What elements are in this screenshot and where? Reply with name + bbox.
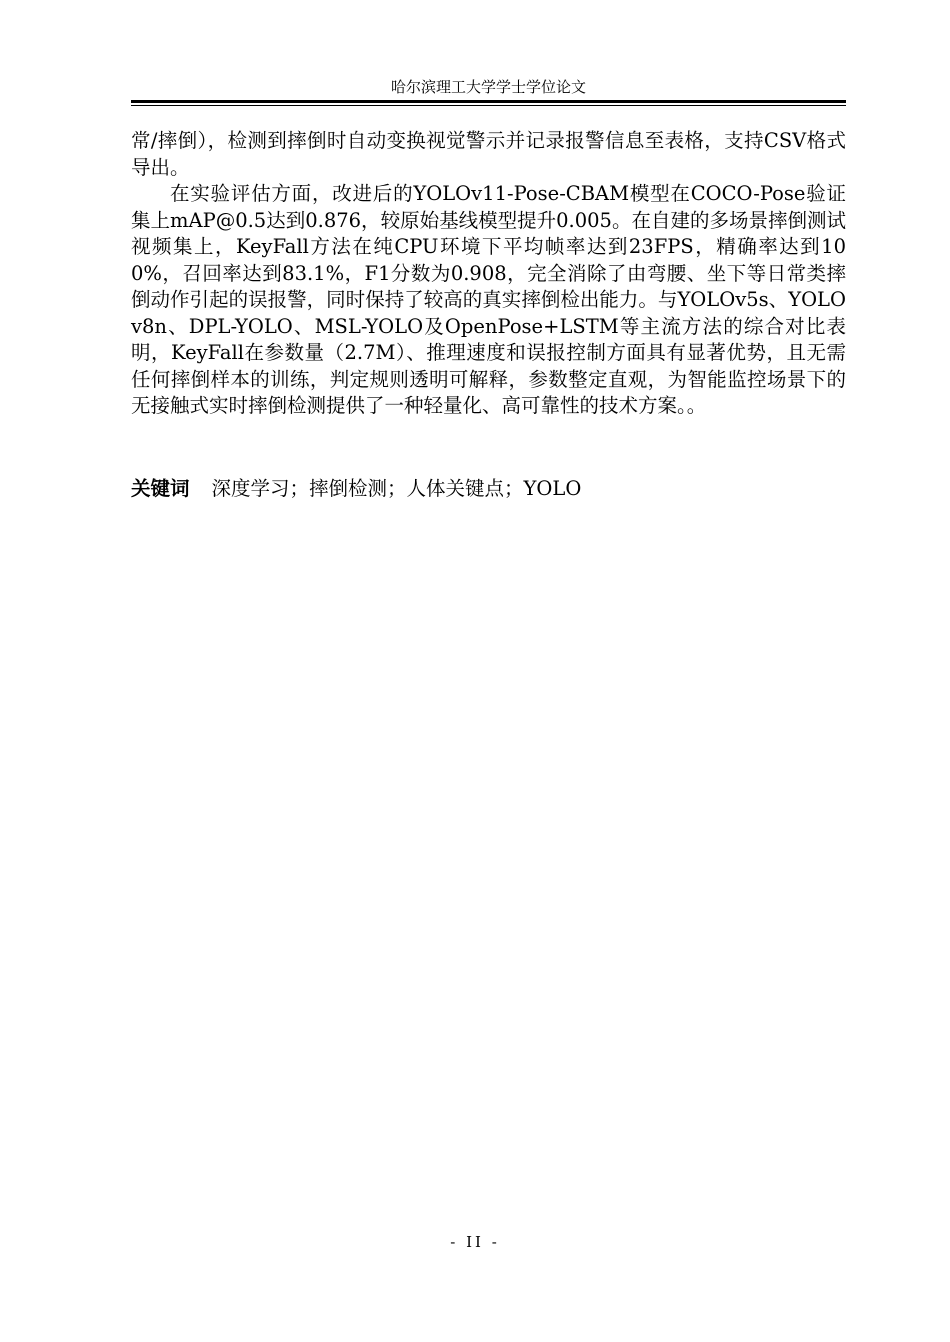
keywords-text: 深度学习；摔倒检测；人体关键点；YOLO [211,477,582,500]
page-header [131,76,846,106]
keywords-label: 关键词 [131,477,190,500]
keywords-line [131,476,846,503]
header-title: 哈尔滨理工大学学士学位论文 [390,78,586,96]
abstract-paragraph-evaluation: 在实验评估方面，改进后的YOLOv11-Pose-CBAM模型在COCO-Pose验证集上mAP@0.5达到0.876，较原始基线模型提升0.005。在自建的多场景摔倒测试视频集上，KeyFall方法在纯CPU环境下平均帧率达到23FPS，精确率达到100%，召回率达到83.1%，F1分数为0.908，完全消除了由弯腰、坐下等日常类摔倒动作引起的误报警，同时保持了较高的真实摔倒检出能力。与YOLOv5s、YOLOv8n、DPL-YOLO、MSL-YOLO及OpenPose+LSTM等主流方法的综合对比表明，KeyFall在参数量（2.7M）、推理速度和误报控制方面具有显著优势，且无需任何摔倒样本的训练，判定规则透明可解释，参数整定直观，为智能监控场景下的无接触式实时摔倒检测提供了一种轻量化、高可靠性的技术方案。。 [131,182,846,417]
abstract-body [131,128,846,420]
page-number: - II - [450,1233,500,1251]
header-rule-thick [131,100,846,103]
abstract-paragraph-continued: 常/摔倒），检测到摔倒时自动变换视觉警示并记录报警信息至表格，支持CSV格式导出。 [131,129,846,179]
header-rule-thin [131,105,846,106]
